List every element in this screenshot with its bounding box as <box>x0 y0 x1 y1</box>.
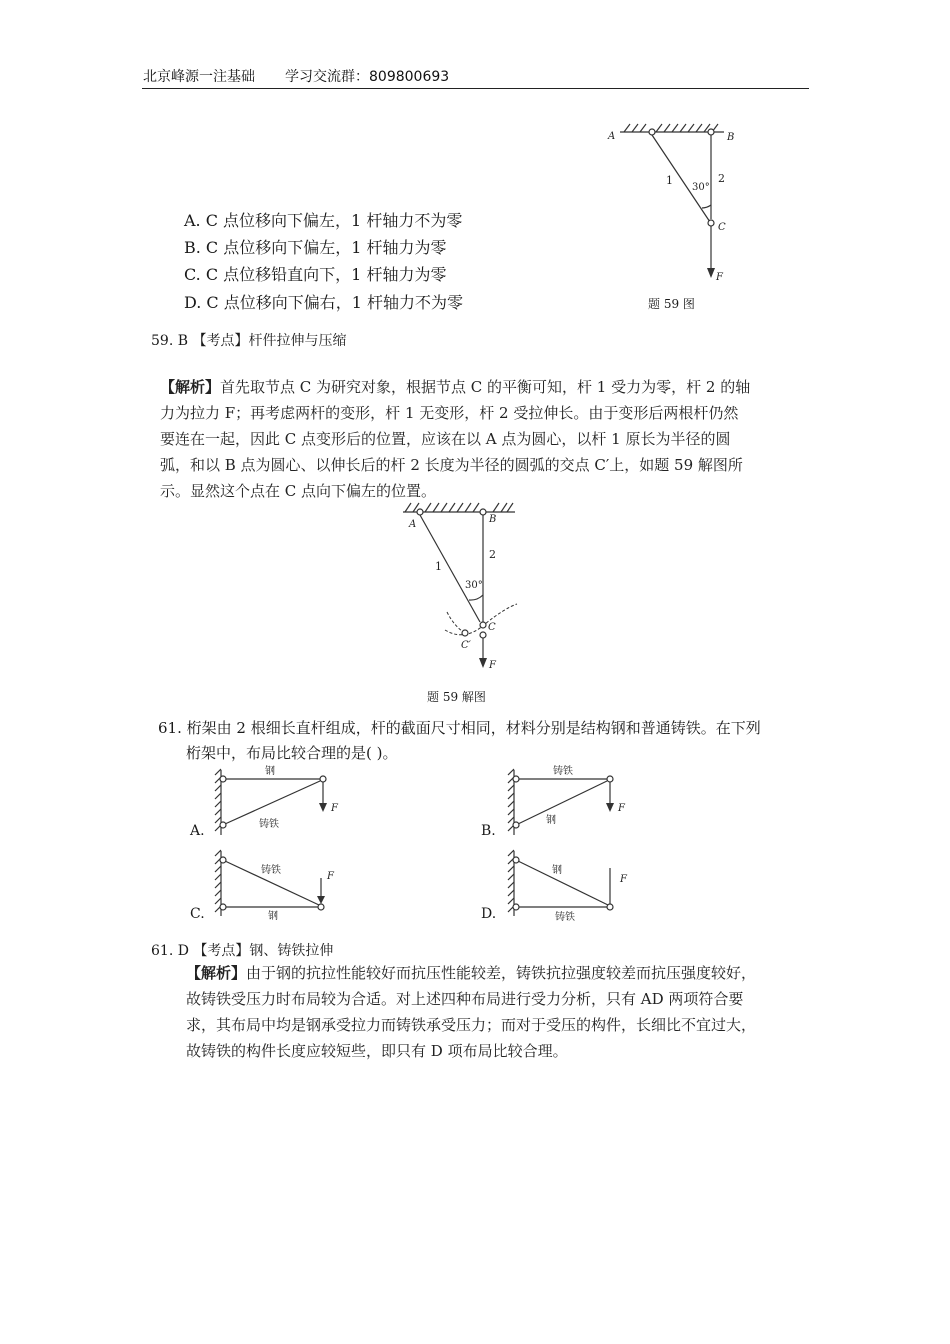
q59-option-a: A. C 点位移向下偏左，1 杆轴力不为零 <box>184 211 463 230</box>
q61-line-1: 61. 桁架由 2 根细长直杆组成，杆的截面尺寸相同，材料分别是结构钢和普通铸铁。在下列 <box>158 719 761 737</box>
a61-analysis <box>186 960 806 1064</box>
a59-label-angle: 30° <box>465 580 483 591</box>
q61-b-diag-label: 钢 <box>546 815 556 826</box>
q61-a-top-label: 钢 <box>265 766 275 777</box>
header-rule <box>142 88 809 89</box>
q59-option-c: C. C 点位移铅直向下，1 杆轴力为零 <box>184 265 447 284</box>
a59-label-a: A <box>409 519 417 530</box>
a59-label-bar2: 2 <box>489 548 496 561</box>
q61-diagram-d <box>500 848 650 923</box>
q61-a-letter: A. <box>190 823 205 839</box>
header-org: 北京峰源一注基础 <box>143 69 255 85</box>
q59-label-bar2: 2 <box>718 172 725 185</box>
q59-label-f: F <box>716 272 723 283</box>
a59-label-f: F <box>489 660 496 671</box>
q61-a-f-label: F <box>331 803 338 814</box>
q61-b-f-label: F <box>618 803 625 814</box>
a61-line-1: 由于钢的抗拉性能较好而抗压性能较差，铸铁抗拉强度较差而抗压强度较好， <box>246 964 757 982</box>
q61-diagram-a <box>205 765 355 840</box>
a59-caption: 题 59 解图 <box>427 690 486 704</box>
q61-d-f-label: F <box>620 874 627 885</box>
q59-option-b: B. C 点位移向下偏左，1 杆轴力为零 <box>184 238 447 257</box>
q61-c-diag-label: 铸铁 <box>261 865 281 876</box>
q61-c-letter: C. <box>190 906 205 922</box>
a59-label-b: B <box>489 514 497 525</box>
q61-c-f-label: F <box>327 871 334 882</box>
a59-label-bar1: 1 <box>435 560 442 573</box>
q59-label-b: B <box>727 132 735 143</box>
header-group: 学习交流群：809800693 <box>285 69 450 85</box>
q61-b-top-label: 铸铁 <box>553 766 573 777</box>
q59-label-angle: 30° <box>692 182 710 193</box>
a61-line-2: 故铸铁受压力时布局较为合适。对上述四种布局进行受力分析，只有 AD 两项符合要 <box>186 990 744 1008</box>
q61-d-letter: D. <box>481 906 497 922</box>
a59-analysis <box>160 374 800 504</box>
a61-head: 61. D 【考点】钢、铸铁拉伸 <box>151 943 334 959</box>
q61-line-2: 桁架中，布局比较合理的是( )。 <box>186 744 398 762</box>
q59-figure <box>600 120 750 290</box>
a59-analysis-tag: 【解析】 <box>160 378 221 396</box>
q59-option-d: D. C 点位移向下偏右，1 杆轴力不为零 <box>184 293 464 312</box>
q61-d-bottom-label: 铸铁 <box>555 912 575 923</box>
a59-line-2: 力为拉力 F；再考虑两杆的变形，杆 1 无变形，杆 2 受拉伸长。由于变形后两根杆仍然 <box>160 404 739 422</box>
a61-line-3: 求，其布局中均是钢承受拉力而铸铁承受压力；而对于受压的构件，长细比不宜过大， <box>186 1016 757 1034</box>
a61-line-4: 故铸铁的构件长度应较短些，即只有 D 项布局比较合理。 <box>186 1042 568 1060</box>
q59-label-a: A <box>608 131 616 142</box>
a59-line-3: 要连在一起，因此 C 点变形后的位置，应该在以 A 点为圆心，以杆 1 原长为半径的圆 <box>160 430 731 448</box>
q59-label-c: C <box>718 222 726 233</box>
a59-figure <box>395 500 535 675</box>
a59-head: 59. B 【考点】杆件拉伸与压缩 <box>151 333 347 349</box>
a59-line-5: 示。显然这个点在 C 点向下偏左的位置。 <box>160 482 437 500</box>
q61-diagram-c <box>205 848 355 923</box>
q61-c-bottom-label: 钢 <box>268 911 278 922</box>
a61-analysis-tag: 【解析】 <box>186 964 247 982</box>
q59-caption: 题 59 图 <box>648 297 695 311</box>
a59-line-1: 首先取节点 C 为研究对象，根据节点 C 的平衡可知，杆 1 受力为零，杆 2 的轴 <box>220 378 751 396</box>
a59-label-c: C <box>488 622 496 633</box>
q61-a-diag-label: 铸铁 <box>259 819 279 830</box>
page-header <box>143 66 479 86</box>
a59-label-cp: C′ <box>461 640 471 651</box>
q61-diagram-b <box>500 765 650 840</box>
q61-d-diag-label: 钢 <box>552 865 562 876</box>
q61-b-letter: B. <box>481 823 496 839</box>
a59-line-4: 弧，和以 B 点为圆心、以伸长后的杆 2 长度为半径的圆弧的交点 C′上，如题 59 解图所 <box>160 456 743 474</box>
q59-label-bar1: 1 <box>666 174 673 187</box>
